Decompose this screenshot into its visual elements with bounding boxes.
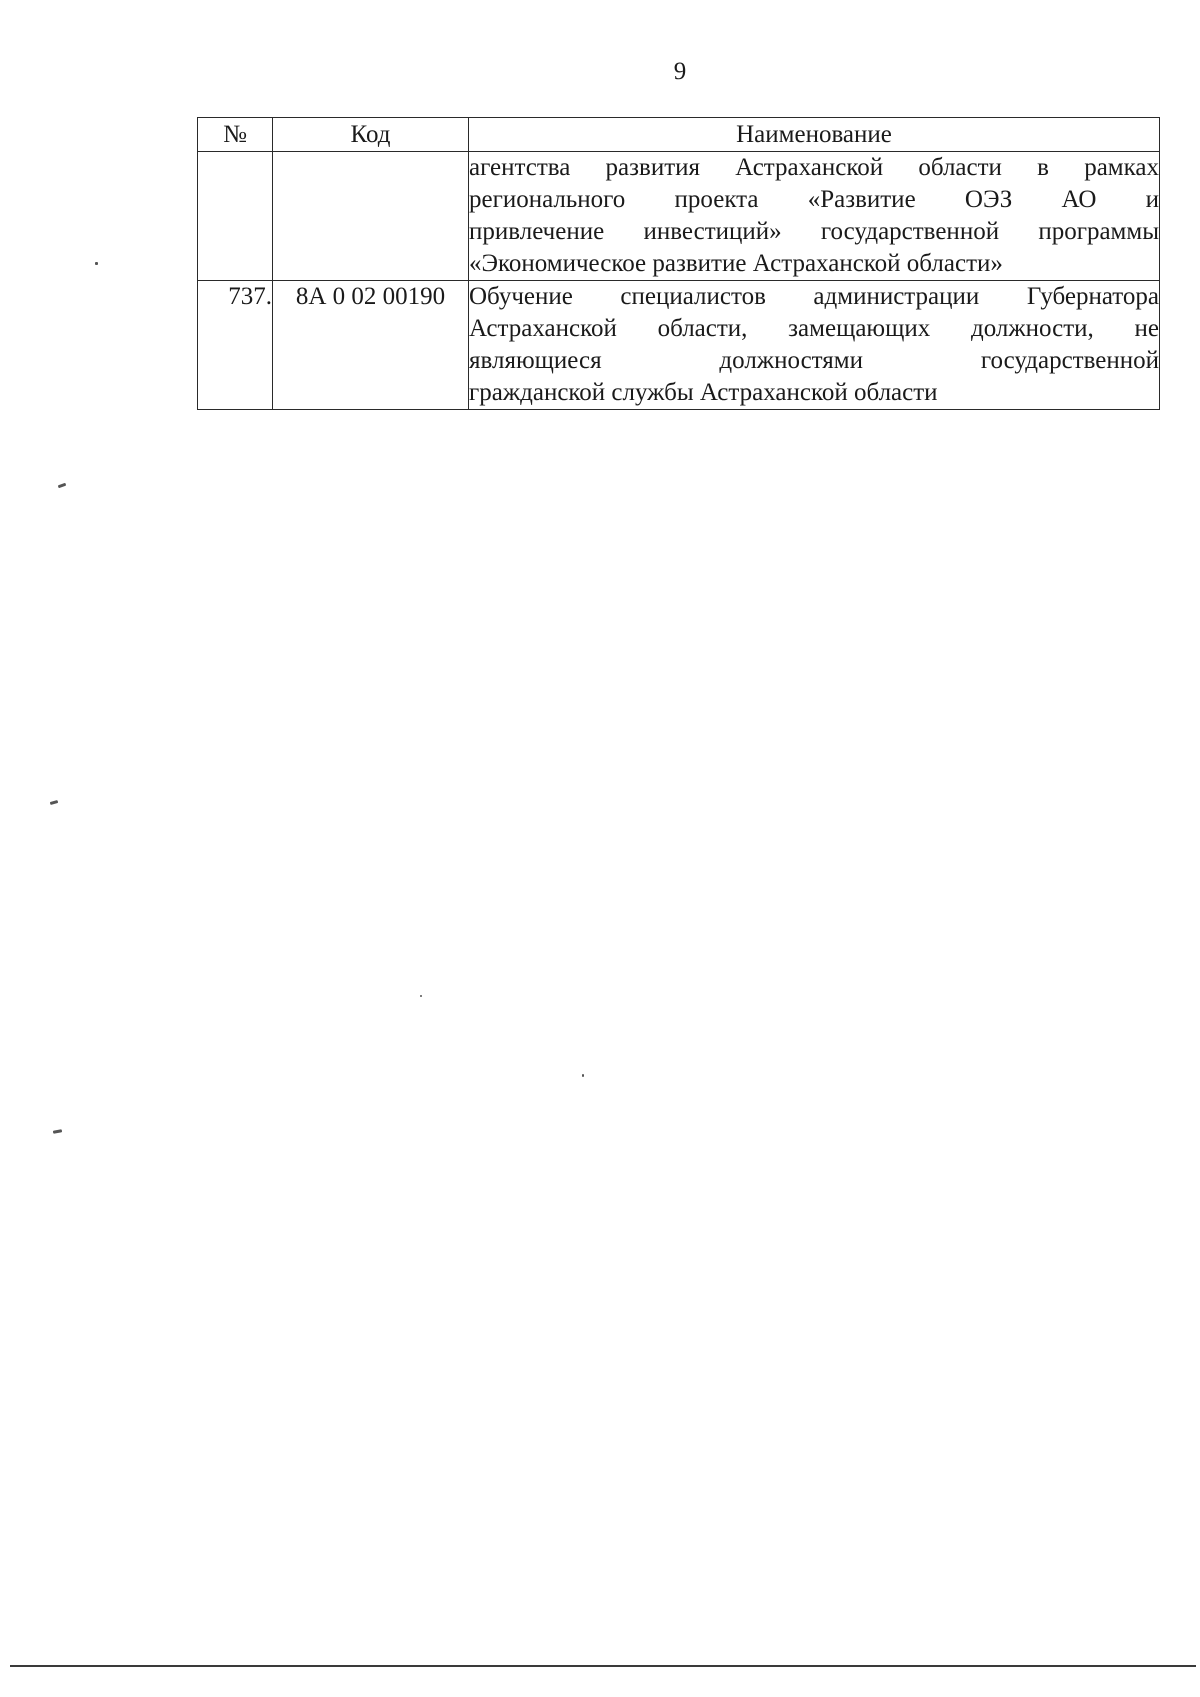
table-header-row — [198, 118, 1160, 152]
row-name-line: Астраханской области, замещающих должности, не — [469, 315, 1159, 342]
row-name — [469, 281, 1160, 410]
header-code: Код — [273, 118, 469, 152]
bottom-rule — [10, 1665, 1196, 1667]
row-name — [469, 152, 1160, 281]
scan-speck — [50, 800, 59, 805]
budget-code-table — [197, 117, 1160, 410]
scan-speck — [95, 262, 98, 265]
row-name-line: регионального проекта «Развитие ОЭЗ АО и — [469, 186, 1159, 213]
row-num: 737. — [198, 281, 273, 410]
row-name-line: гражданской службы Астраханской области — [469, 379, 938, 406]
row-name-line: привлечение инвестиций» государственной программы — [469, 218, 1159, 245]
row-name-line: агентства развития Астраханской области в рамках — [469, 154, 1159, 181]
scan-speck — [53, 1129, 62, 1134]
row-code — [273, 152, 469, 281]
row-name-line: «Экономическое развитие Астраханской области» — [469, 250, 1003, 277]
table-row — [198, 281, 1160, 410]
row-name-line: Обучение специалистов администрации Губернатора — [469, 283, 1159, 310]
scan-speck — [58, 483, 67, 489]
scan-speck — [420, 995, 422, 997]
row-name-line: являющиеся должностями государственной — [469, 347, 1159, 374]
header-name: Наименование — [469, 118, 1160, 152]
table-row — [198, 152, 1160, 281]
page-number: 9 — [673, 58, 687, 85]
row-code: 8А 0 02 00190 — [273, 281, 469, 410]
header-num: № — [198, 118, 273, 152]
row-num — [198, 152, 273, 281]
scan-speck — [582, 1074, 584, 1077]
